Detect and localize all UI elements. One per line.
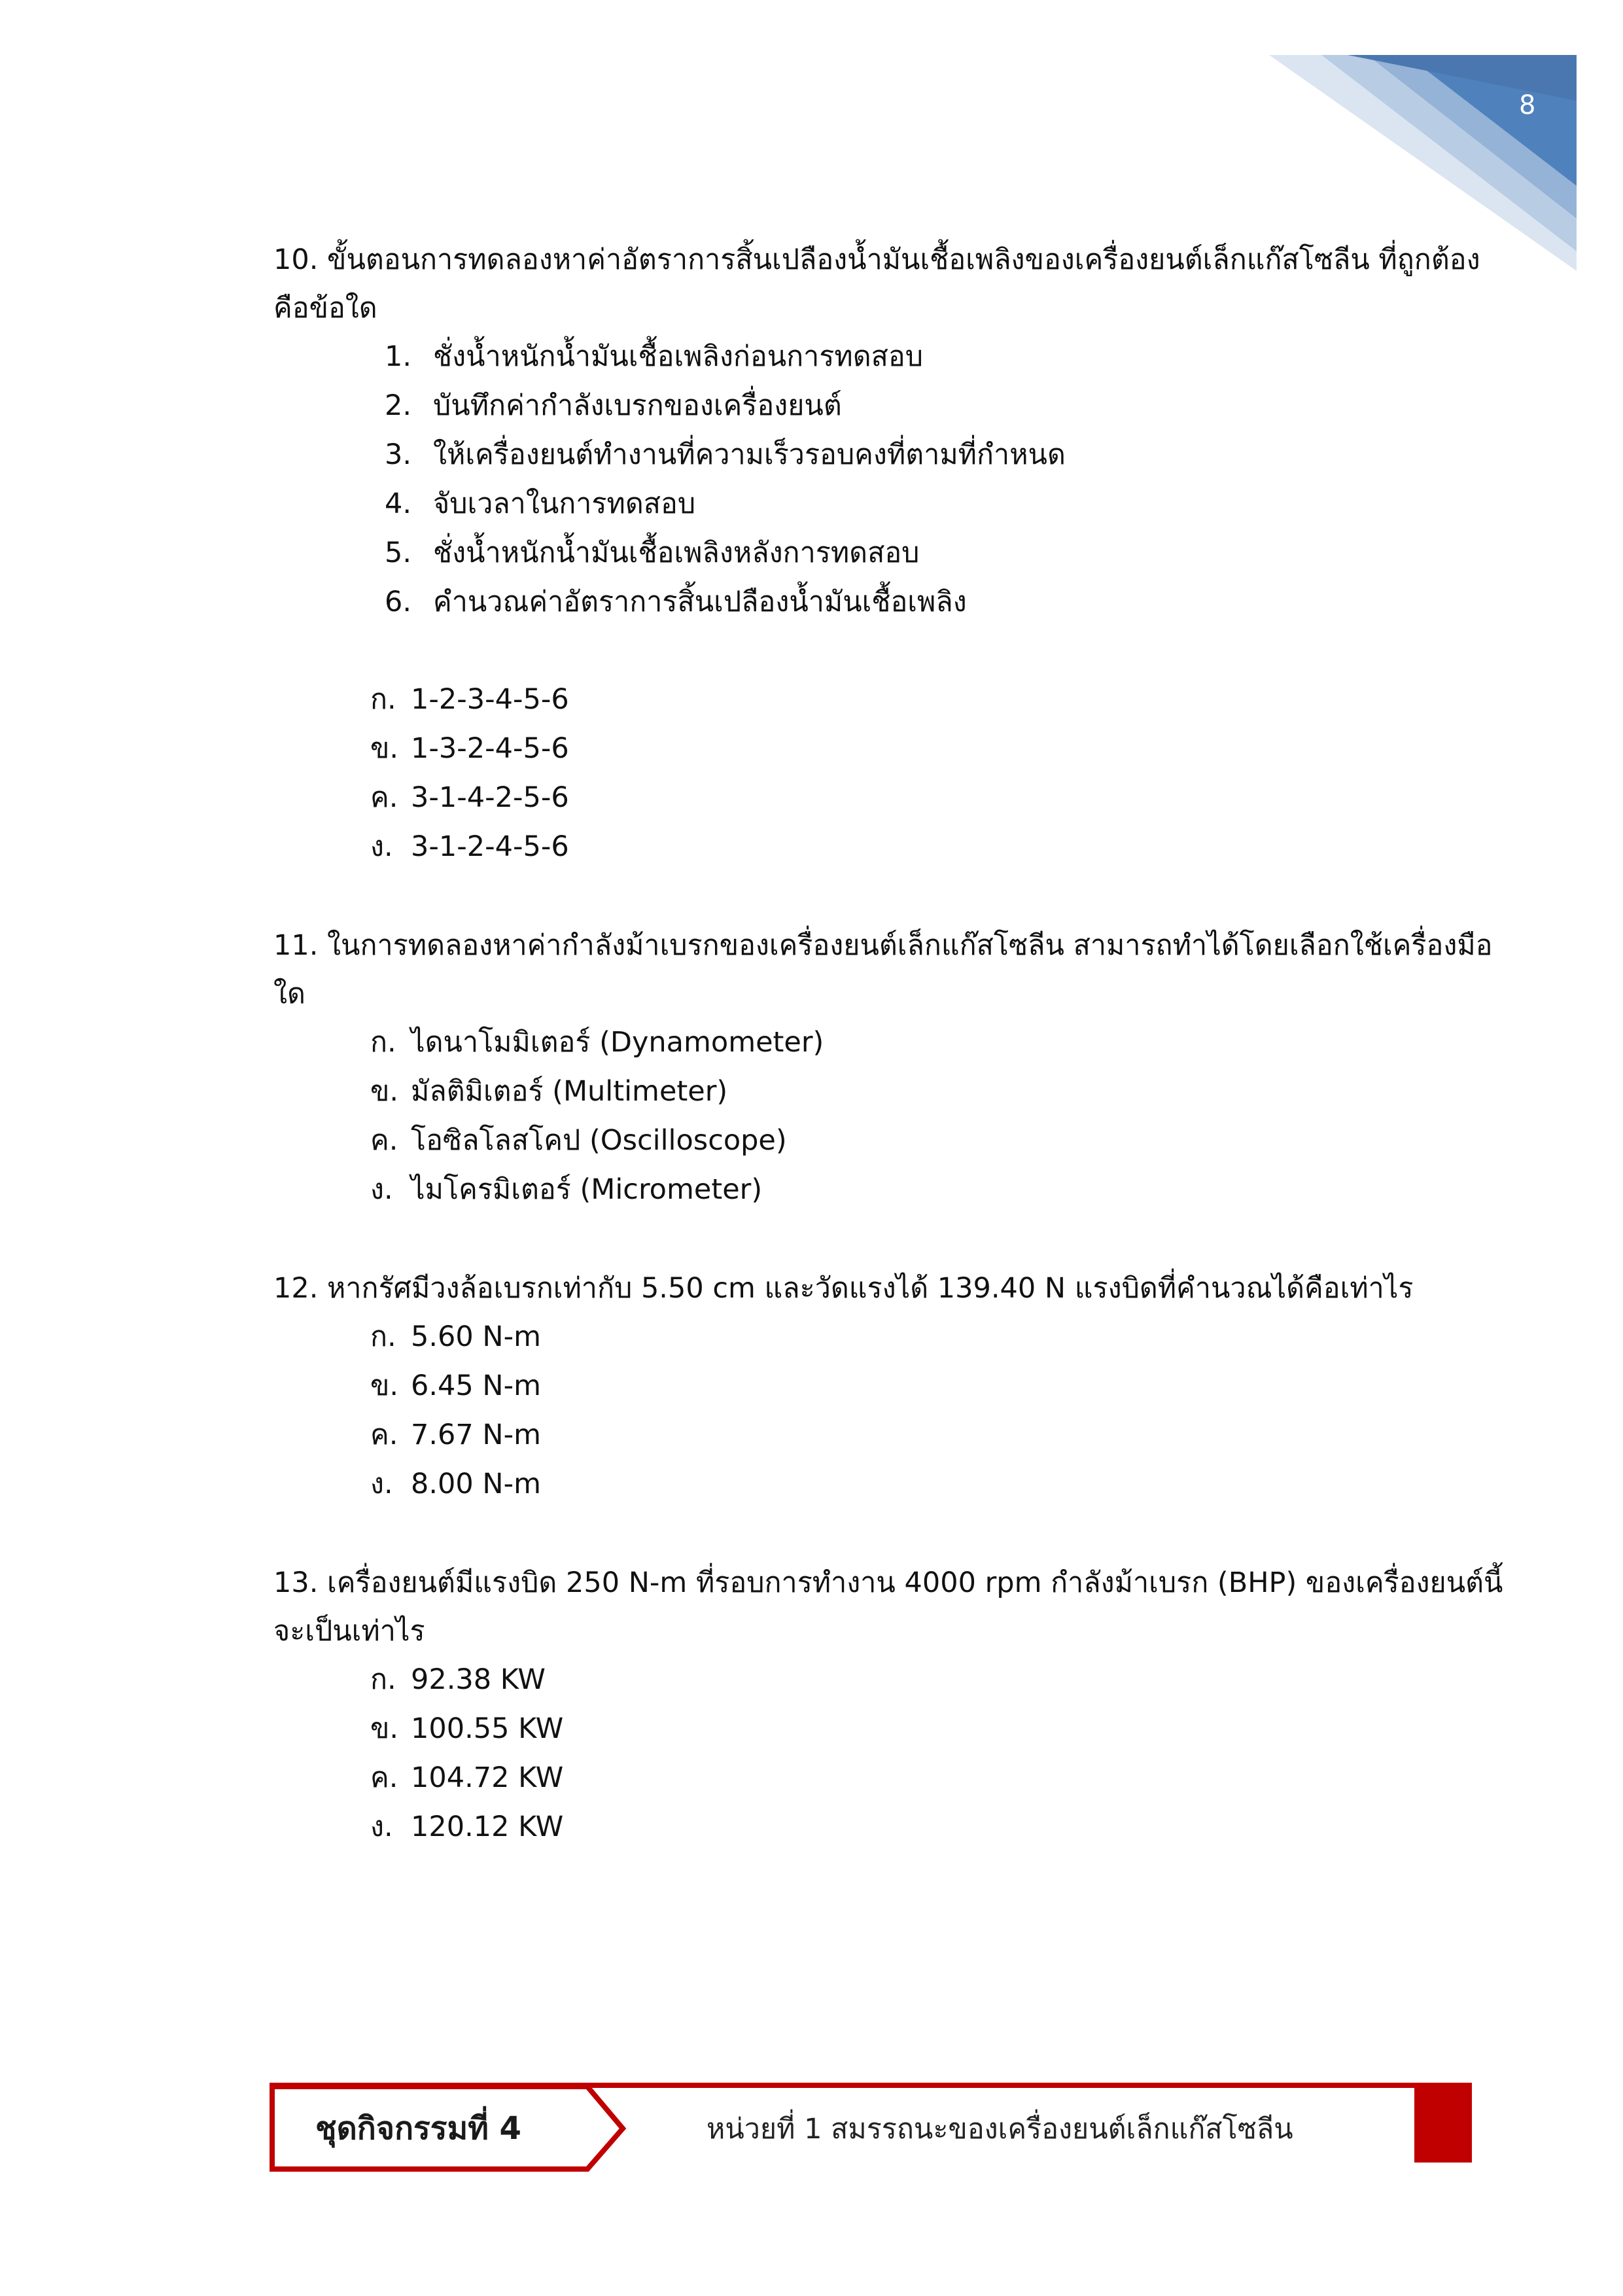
answer-choice: [273, 1018, 1503, 1067]
answer-choice: [273, 822, 1503, 872]
choice-letter: ก.: [370, 1320, 396, 1353]
choice-text: ไมโครมิเตอร์ (Micrometer): [411, 1173, 763, 1206]
choice-text: 6.45 N-m: [411, 1369, 541, 1402]
answer-choice: [273, 675, 1503, 724]
step-item: [273, 529, 1503, 578]
choice-letter: ค.: [370, 781, 398, 814]
choice-text: โอซิลโลสโคป (Oscilloscope): [411, 1124, 787, 1157]
question-stem: 13. เครื่องยนต์มีแรงบิด 250 N-m ที่รอบการทำงาน 4000 rpm กำลังม้าเบรก (BHP) ของเครื่องยนต์นี้: [273, 1566, 1503, 1599]
choice-text: 3-1-2-4-5-6: [411, 830, 569, 863]
step-number: 3.: [385, 438, 412, 471]
question-stem: 12. หากรัศมีวงล้อเบรกเท่ากับ 5.50 cm และวัดแรงได้ 139.40 N แรงบิดที่คำนวณได้คือเท่าไร: [273, 1272, 1414, 1305]
choice-text: 5.60 N-m: [411, 1320, 541, 1353]
footer-banner: [270, 2077, 1472, 2182]
question-12: [273, 1264, 1503, 1509]
question-stem-continued: คือข้อใด: [273, 292, 377, 325]
step-text: ชั่งน้ำหนักน้ำมันเชื้อเพลิงก่อนการทดสอบ: [433, 340, 924, 373]
answer-choice: [273, 1411, 1503, 1460]
step-item: [273, 480, 1503, 529]
answer-choice: [273, 1165, 1503, 1214]
answer-choices: [273, 1655, 1503, 1852]
step-number: 6.: [385, 586, 412, 618]
choice-text: 3-1-4-2-5-6: [411, 781, 569, 814]
answer-choice: [273, 724, 1503, 773]
procedure-steps: [273, 332, 1503, 627]
choice-letter: ข.: [370, 1075, 399, 1108]
choice-letter: ค.: [370, 1761, 398, 1794]
answer-choices: [273, 675, 1503, 872]
choice-letter: ก.: [370, 1026, 396, 1059]
question-stem-continued: จะเป็นเท่าไร: [273, 1615, 425, 1648]
step-number: 1.: [385, 340, 412, 373]
choice-text: 1-3-2-4-5-6: [411, 732, 569, 765]
question-11: [273, 921, 1503, 1214]
choice-letter: ง.: [370, 1810, 393, 1843]
choice-letter: ง.: [370, 1173, 393, 1206]
choice-text: 92.38 KW: [411, 1663, 546, 1696]
question-13: [273, 1559, 1503, 1852]
step-text: ชั่งน้ำหนักน้ำมันเชื้อเพลิงหลังการทดสอบ: [433, 537, 920, 569]
question-stem: 10. ขั้นตอนการทดลองหาค่าอัตราการสิ้นเปลืองน้ำมันเชื้อเพลิงของเครื่องยนต์เล็กแก๊สโซลีน ที่ถูกต้อง: [273, 243, 1480, 276]
answer-choice: [273, 1655, 1503, 1704]
choice-text: 100.55 KW: [411, 1712, 564, 1745]
choice-letter: ค.: [370, 1124, 398, 1157]
choice-letter: ง.: [370, 830, 393, 863]
answer-choice: [273, 1313, 1503, 1362]
choice-text: 104.72 KW: [411, 1761, 564, 1794]
answer-choice: [273, 1803, 1503, 1852]
choice-letter: ง.: [370, 1468, 393, 1500]
choice-letter: ข.: [370, 732, 399, 765]
answer-choices: [273, 1313, 1503, 1509]
choice-text: 7.67 N-m: [411, 1419, 541, 1451]
choice-letter: ก.: [370, 683, 396, 716]
answer-choices: [273, 1018, 1503, 1214]
answer-choice: [273, 1704, 1503, 1754]
step-text: บันทึกค่ากำลังเบรกของเครื่องยนต์: [433, 389, 842, 422]
question-list: [273, 236, 1503, 1901]
answer-choice: [273, 1362, 1503, 1411]
choice-text: 120.12 KW: [411, 1810, 564, 1843]
page-number: 8: [1519, 90, 1536, 120]
choice-letter: ข.: [370, 1712, 399, 1745]
choice-text: 8.00 N-m: [411, 1468, 541, 1500]
answer-choice: [273, 1116, 1503, 1165]
step-number: 4.: [385, 487, 412, 520]
activity-label: ชุดกิจกรรมที่ 4: [315, 2110, 521, 2147]
step-item: [273, 578, 1503, 627]
step-number: 5.: [385, 537, 412, 569]
answer-choice: [273, 1754, 1503, 1803]
unit-title: หน่วยที่ 1 สมรรถนะของเครื่องยนต์เล็กแก๊สโซลีน: [707, 2113, 1293, 2146]
choice-letter: ค.: [370, 1419, 398, 1451]
choice-text: มัลติมิเตอร์ (Multimeter): [411, 1075, 728, 1108]
step-text: จับเวลาในการทดสอบ: [433, 487, 696, 520]
choice-text: 1-2-3-4-5-6: [411, 683, 569, 716]
choice-text: ไดนาโมมิเตอร์ (Dynamometer): [411, 1026, 824, 1059]
question-10: [273, 236, 1503, 872]
step-number: 2.: [385, 389, 412, 422]
question-stem: 11. ในการทดลองหาค่ากำลังม้าเบรกของเครื่องยนต์เล็กแก๊สโซลีน สามารถทำได้โดยเลือกใช้เครื่องมือใด: [273, 929, 1493, 1010]
step-item: [273, 332, 1503, 381]
step-item: [273, 431, 1503, 480]
answer-choice: [273, 1460, 1503, 1509]
step-item: [273, 381, 1503, 431]
choice-letter: ข.: [370, 1369, 399, 1402]
choice-letter: ก.: [370, 1663, 396, 1696]
answer-choice: [273, 1067, 1503, 1116]
answer-choice: [273, 773, 1503, 822]
step-text: คำนวณค่าอัตราการสิ้นเปลืองน้ำมันเชื้อเพลิง: [433, 586, 967, 618]
step-text: ให้เครื่องยนต์ทำงานที่ความเร็วรอบคงที่ตามที่กำหนด: [433, 438, 1066, 471]
